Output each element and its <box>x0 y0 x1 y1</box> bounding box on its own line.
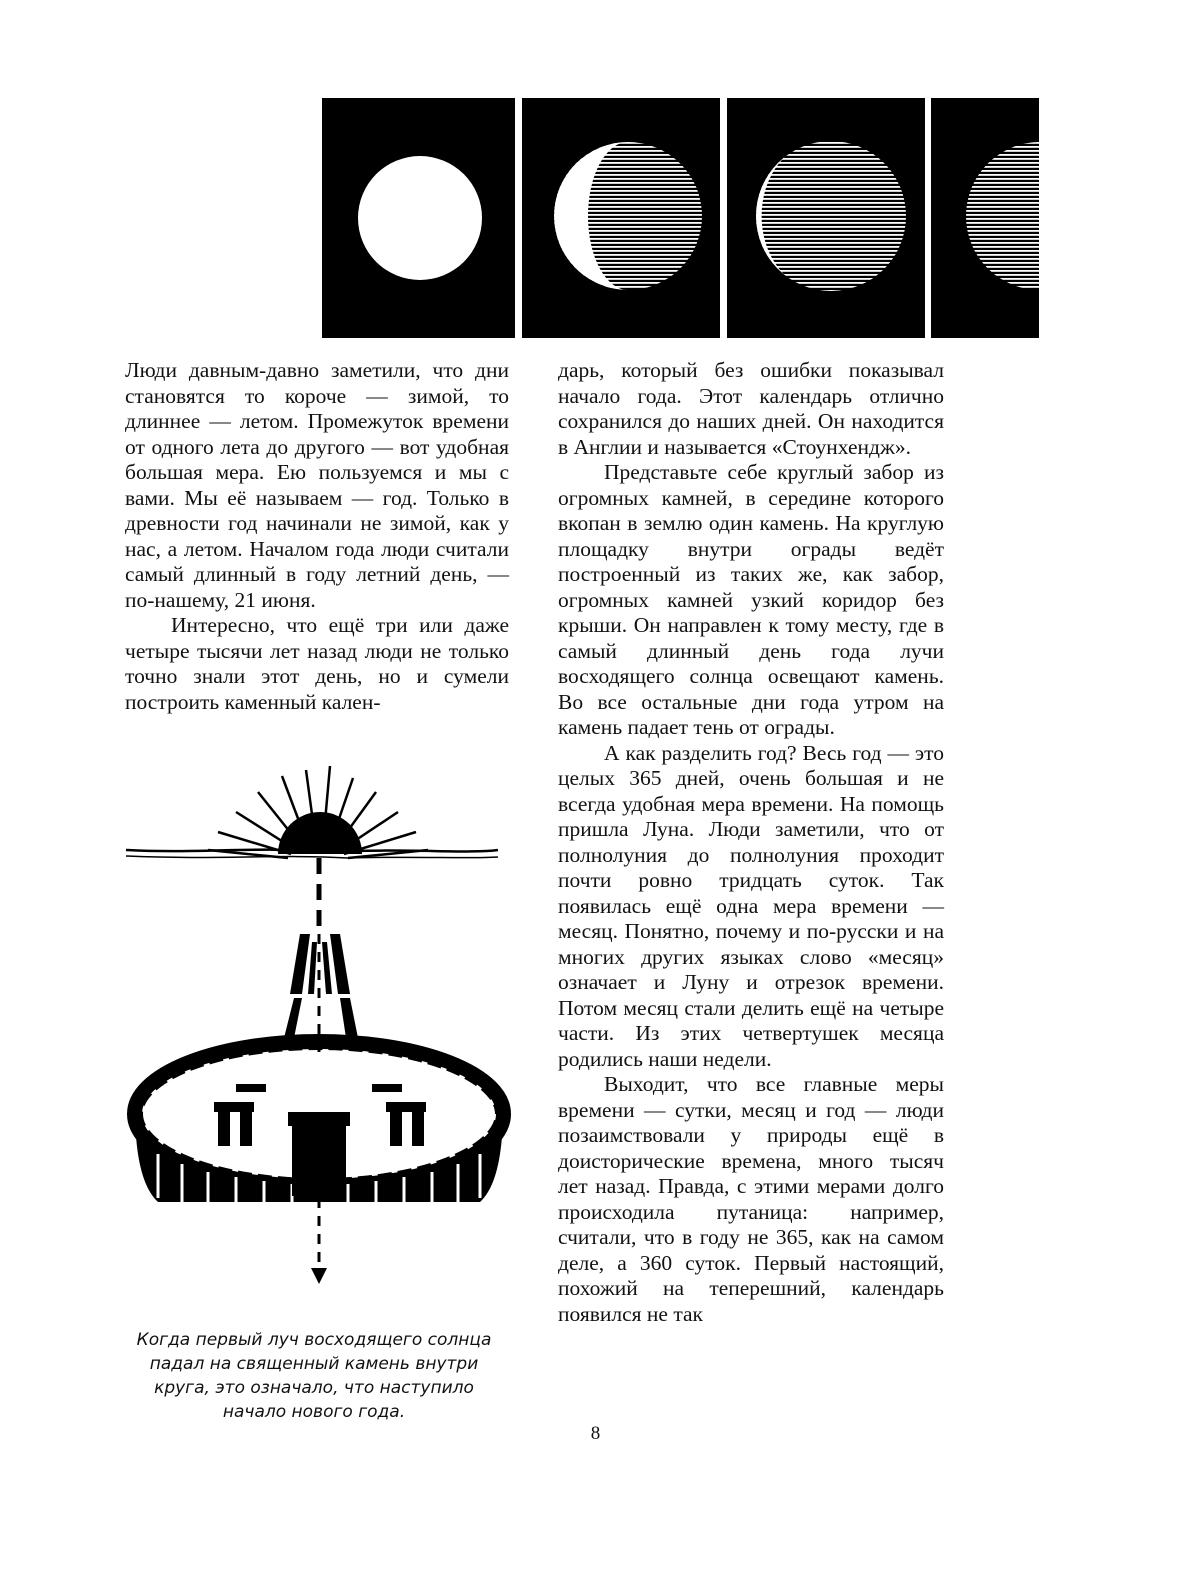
arrow-down-icon <box>311 1268 327 1284</box>
page-number: 8 <box>590 1423 601 1444</box>
left-column <box>125 358 509 715</box>
stonehenge-illustration <box>118 762 538 1302</box>
paragraph: А как разделить год? Весь год — это целых 365 дней, очень большая и не всегда удобная мера времени. На помощь пришла Луна. Люди заметили, что от полнолуния до полнолуния проходит почти ровно тридцать суток. Так появилась ещё одна мера времени — месяц. Понятно, почему и по-русски и на многих других языках слово «месяц» означает и Луну и отрезок времени. Потом месяц стали делить ещё на четыре части. Из этих четвертушек месяца родились наши недели. <box>558 740 944 1071</box>
full-moon-icon <box>358 156 482 280</box>
paragraph: дарь, который без ошибки показывал начало года. Этот календарь отлично сохранился до наших дней. Он находится в Англии и называется «Стоунхендж». <box>558 358 944 459</box>
moon-phases-illustration <box>322 98 1039 338</box>
caption-line: падал на священный камень внутри <box>149 1354 479 1374</box>
illustration-caption <box>128 1328 500 1424</box>
avenue-stones <box>284 934 358 1038</box>
paragraph: Представьте себе круглый забор из огромных камней, в середине которого вкопан в землю один камень. На круглую площадку внутри ограды ведёт построенный из таких же, как забор, огромных камней узкий коридор без крыши. Он направлен к тому месту, где в самый длинный день года лучи восходящего солнца освещают камень. Во все остальные дни года утром на камень падает тень от ограды. <box>558 460 944 739</box>
sun-icon <box>278 812 362 854</box>
paragraph: Интересно, что ещё три или даже четыре тысячи лет назад люди не только точно знали этот день, но и сумели построить каменный кален- <box>125 613 509 714</box>
caption-line: Когда первый луч восходящего солнца <box>136 1330 492 1350</box>
caption-line: начало нового года. <box>222 1402 406 1422</box>
paragraph: Выходит, что все главные меры времени — сутки, месяц и год — люди позаимствовали у природы ещё в доисторические времена, много тысяч лет назад. Правда, с этими мерами долго происходила путаница: например, считали, что в году не 365, как на самом деле, а 360 суток. Первый настоящий, похожий на теперешний, календарь появился не так <box>558 1072 944 1326</box>
paragraph: Люди давным-давно заметили, что дни становятся то короче — зимой, то длиннее — летом. Промежуток времени от одного лета до другого — вот удобная большая мера. Ею пользуемся и мы с вами. Мы её называем — год. Только в древности год начинали не зимой, как у нас, а летом. Началом года люди считали самый длинный в году летний день, — по-нашему, 21 июня. <box>125 358 509 612</box>
caption-line: круга, это означало, что наступило <box>154 1378 474 1398</box>
right-column <box>558 358 944 1327</box>
